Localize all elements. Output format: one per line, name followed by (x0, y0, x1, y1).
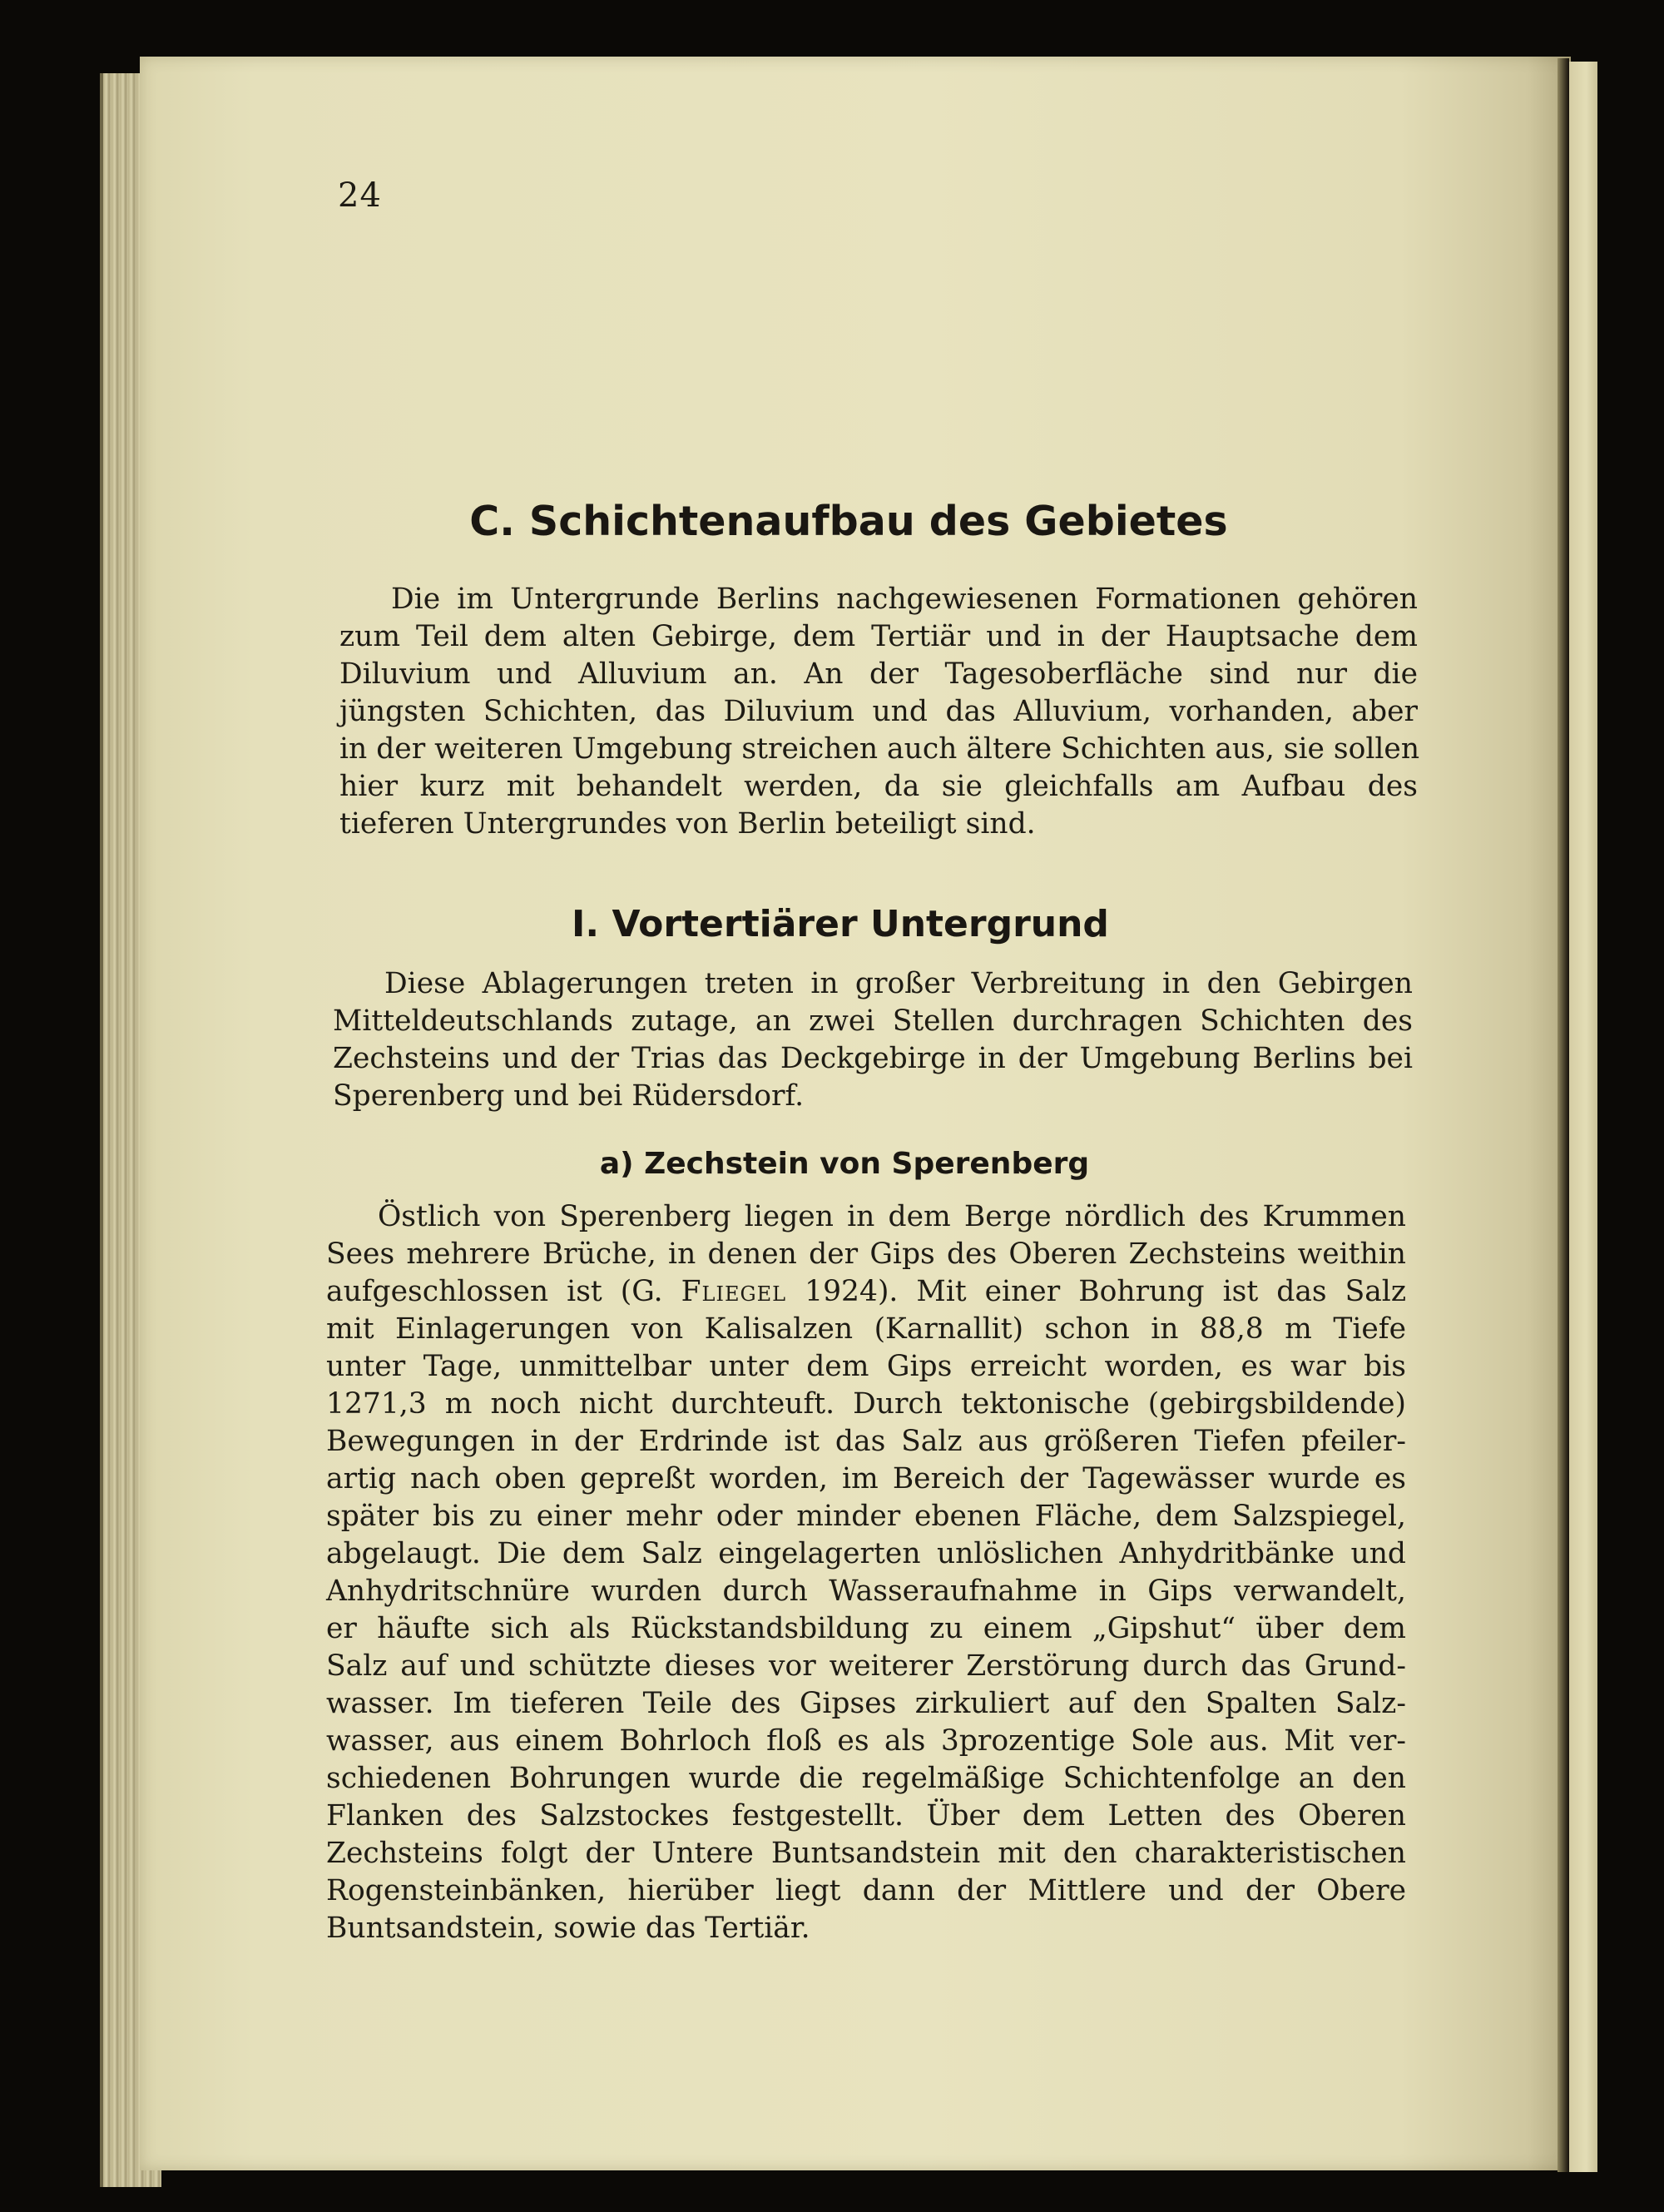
paragraph-line: Anhydritschnüre wurden durch Wasseraufnahme in Gips verwandelt, (326, 1575, 1406, 1608)
section-heading: C. Schichtenaufbau des Gebietes (469, 498, 1228, 545)
paragraph-line: er häufte sich als Rückstandsbildung zu einem „Gipshut“ über dem (326, 1612, 1406, 1645)
paragraph-line: Diluvium und Alluvium an. An der Tagesoberfläche sind nur die (339, 657, 1418, 691)
paragraph-line: Östlich von Sperenberg liegen in dem Berge nördlich des Krummen (378, 1200, 1406, 1233)
paragraph-line: Sees mehrere Brüche, in denen der Gips des Oberen Zechsteins weithin (326, 1237, 1406, 1271)
paragraph-line: hier kurz mit behandelt werden, da sie gleichfalls am Aufbau des (339, 770, 1418, 803)
paragraph-line (326, 1273, 1406, 1311)
intro-paragraph (339, 581, 1418, 843)
author-name: Fliegel (681, 1275, 787, 1308)
paragraph-line: Diese Ablagerungen treten in großer Verbreitung in den Gebirgen (384, 967, 1413, 1000)
paragraph-line: schiedenen Bohrungen wurde die regelmäßige Schichtenfolge an den (326, 1762, 1406, 1795)
paragraph-line: abgelaugt. Die dem Salz eingelagerten unlöslichen Anhydritbänke und (326, 1537, 1406, 1570)
paragraph-line: Rogensteinbänken, hierüber liegt dann der Mittlere und der Obere (326, 1874, 1406, 1907)
line-text: 1924). Mit einer Bohrung ist das Salz (805, 1275, 1407, 1308)
subsection-paragraph (333, 965, 1413, 1115)
subsubsection-heading: a) Zechstein von Sperenberg (599, 1147, 1090, 1181)
paragraph-line: tieferen Untergrundes von Berlin beteiligt sind. (339, 807, 1036, 841)
paragraph-line: in der weiteren Umgebung streichen auch ältere Schichten aus, sie sollen (339, 732, 1420, 766)
subsection-heading: I. Vortertiärer Untergrund (572, 903, 1109, 945)
paragraph-line: artig nach oben gepreßt worden, im Bereich der Tagewässer wurde es (326, 1462, 1406, 1495)
page-number: 24 (338, 176, 382, 215)
paragraph-line: später bis zu einer mehr oder minder ebenen Fläche, dem Salzspiegel, (326, 1500, 1406, 1533)
paragraph-line: Zechsteins und der Trias das Deckgebirge in der Umgebung Berlins bei (333, 1042, 1413, 1075)
paragraph-line: Zechsteins folgt der Untere Buntsandstein mit den charakteristischen (326, 1837, 1406, 1870)
book-gutter (1558, 58, 1569, 2172)
paragraph-line: Mitteldeutschlands zutage, an zwei Stellen durchragen Schichten des (333, 1004, 1413, 1038)
paragraph-line: Buntsandstein, sowie das Tertiär. (326, 1912, 810, 1945)
paragraph-line: mit Einlagerungen von Kalisalzen (Karnallit) schon in 88,8 m Tiefe (326, 1312, 1406, 1346)
zechstein-paragraph (326, 1198, 1406, 1947)
paragraph-line: jüngsten Schichten, das Diluvium und das Alluvium, vorhanden, aber (339, 695, 1418, 728)
paragraph-line: wasser, aus einem Bohrloch floß es als 3prozentige Sole aus. Mit ver- (326, 1724, 1406, 1758)
line-text: aufgeschlossen ist (G. (326, 1275, 663, 1308)
paragraph-line: Bewegungen in der Erdrinde ist das Salz aus größeren Tiefen pfeiler- (326, 1425, 1406, 1458)
paragraph-line: Sperenberg und bei Rüdersdorf. (333, 1079, 805, 1113)
paragraph-line: zum Teil dem alten Gebirge, dem Tertiär und in der Hauptsache dem (339, 620, 1418, 653)
paragraph-line: Die im Untergrunde Berlins nachgewiesenen Formationen gehören (391, 583, 1418, 616)
paragraph-line: Flanken des Salzstockes festgestellt. Über dem Letten des Oberen (326, 1799, 1406, 1833)
paragraph-line: unter Tage, unmittelbar unter dem Gips erreicht worden, es war bis (326, 1350, 1406, 1383)
facing-page-edge (1569, 62, 1597, 2172)
paragraph-line: wasser. Im tieferen Teile des Gipses zirkuliert auf den Spalten Salz- (326, 1687, 1406, 1720)
paragraph-line: 1271,3 m noch nicht durchteuft. Durch tektonische (gebirgsbildende) (326, 1387, 1406, 1421)
paragraph-line: Salz auf und schützte dieses vor weiterer Zerstörung durch das Grund- (326, 1649, 1406, 1683)
